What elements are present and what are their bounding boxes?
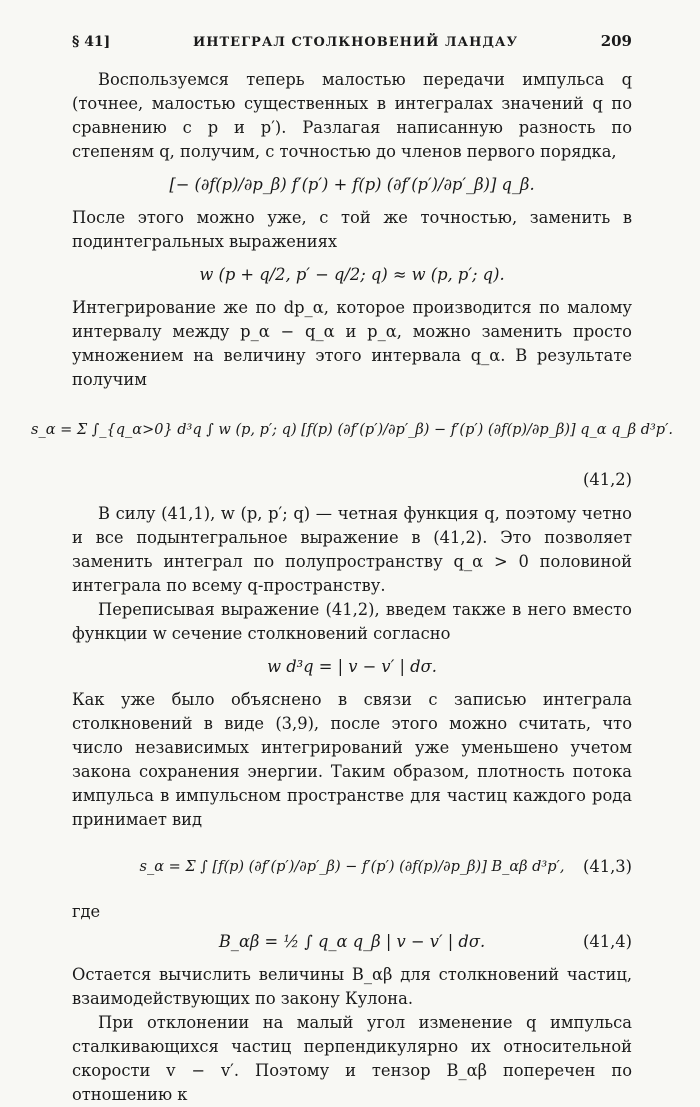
section-marker: § 41] (72, 34, 111, 50)
equation-cross-section-text: w d³q = | v − v′ | dσ. (267, 657, 437, 676)
paragraph-2: После этого можно уже, с той же точностью, заменить в подинтегральных выражениях (72, 208, 632, 251)
equation-number-41-2: (41,2) (583, 470, 632, 489)
paragraph-8: При отклонении на малый угол изменение q импульса сталкивающихся частиц перпендикулярно их относительной скорости v − v′. Поэтому и тензор B_αβ поперечен по отношению к (72, 1013, 632, 1104)
paragraph-7: Остается вычислить величины B_αβ для столкновений частиц, взаимодействующих по закону Кулона. (72, 965, 632, 1008)
equation-number-41-4: (41,4) (583, 932, 632, 951)
equation-41-2 (31, 400, 673, 460)
equation-number-41-3: (41,3) (583, 857, 632, 876)
book-page (31, 32, 673, 1107)
running-header (72, 32, 632, 50)
paragraph-5: Переписывая выражение (41,2), введем также в него вместо функции w сечение столкновений согласно (72, 600, 632, 643)
equation-41-4-text: B_αβ = ½ ∫ q_α q_β | v − v′ | dσ. (218, 932, 486, 951)
paragraph-1: Воспользуемся теперь малостью передачи импульса q (точнее, малостью существенных в интегралах значений q по сравнению с p и p′). Разлагая написанную разность по степеням q, получим, с точностью до членов первого порядка, (72, 70, 632, 161)
running-title: ИНТЕГРАЛ СТОЛКНОВЕНИЙ ЛАНДАУ (192, 35, 519, 50)
equation-41-2-text: s_α = Σ ∫_{q_α>0} d³q ∫ w (p, p′; q) [f(p) (∂f′(p′)/∂p′_β) − f′(p′) (∂f(p)/∂p_β)] q_α q_β d³p′. (31, 422, 673, 438)
paragraph-6: Как уже было объяснено в связи с записью интеграла столкновений в виде (3,9), после этого можно считать, что число независимых интегрирований уже уменьшено учетом закона сохранения энергии. Таким образом, плотность потока импульса в импульсном пространстве для частиц каждого рода принимает вид (72, 690, 632, 829)
equation-41-3-text: s_α = Σ ∫ [f(p) (∂f′(p′)/∂p′_β) − f′(p′) (∂f(p)/∂p_β)] B_αβ d³p′, (139, 859, 565, 875)
equation-41-4 (72, 929, 632, 955)
equation-approx-text: w (p + q/2, p′ − q/2; q) ≈ w (p, p′; q). (199, 265, 505, 284)
equation-expansion-text: [− (∂f(p)/∂p_β) f′(p′) + f(p) (∂f′(p′)/∂p′_β)] q_β. (169, 175, 535, 194)
equation-cross-section (72, 654, 632, 680)
paragraph-4: В силу (41,1), w (p, p′; q) — четная функция q, поэтому четно и все подынтегральное выражение в (41,2). Это позволяет заменить интеграл по полупространству q_α > 0 половиной интеграла по всему q-пространству. (72, 504, 632, 595)
equation-approx (72, 262, 632, 288)
equation-41-3 (72, 840, 632, 894)
paragraph-3: Интегрирование же по dp_α, которое производится по малому интервалу между p_α − q_α и p_α, можно заменить просто умножением на величину этого интервала q_α. В результате получим (72, 298, 632, 389)
where-word: где (72, 902, 101, 921)
page-number: 209 (600, 32, 632, 50)
equation-expansion (72, 172, 632, 198)
